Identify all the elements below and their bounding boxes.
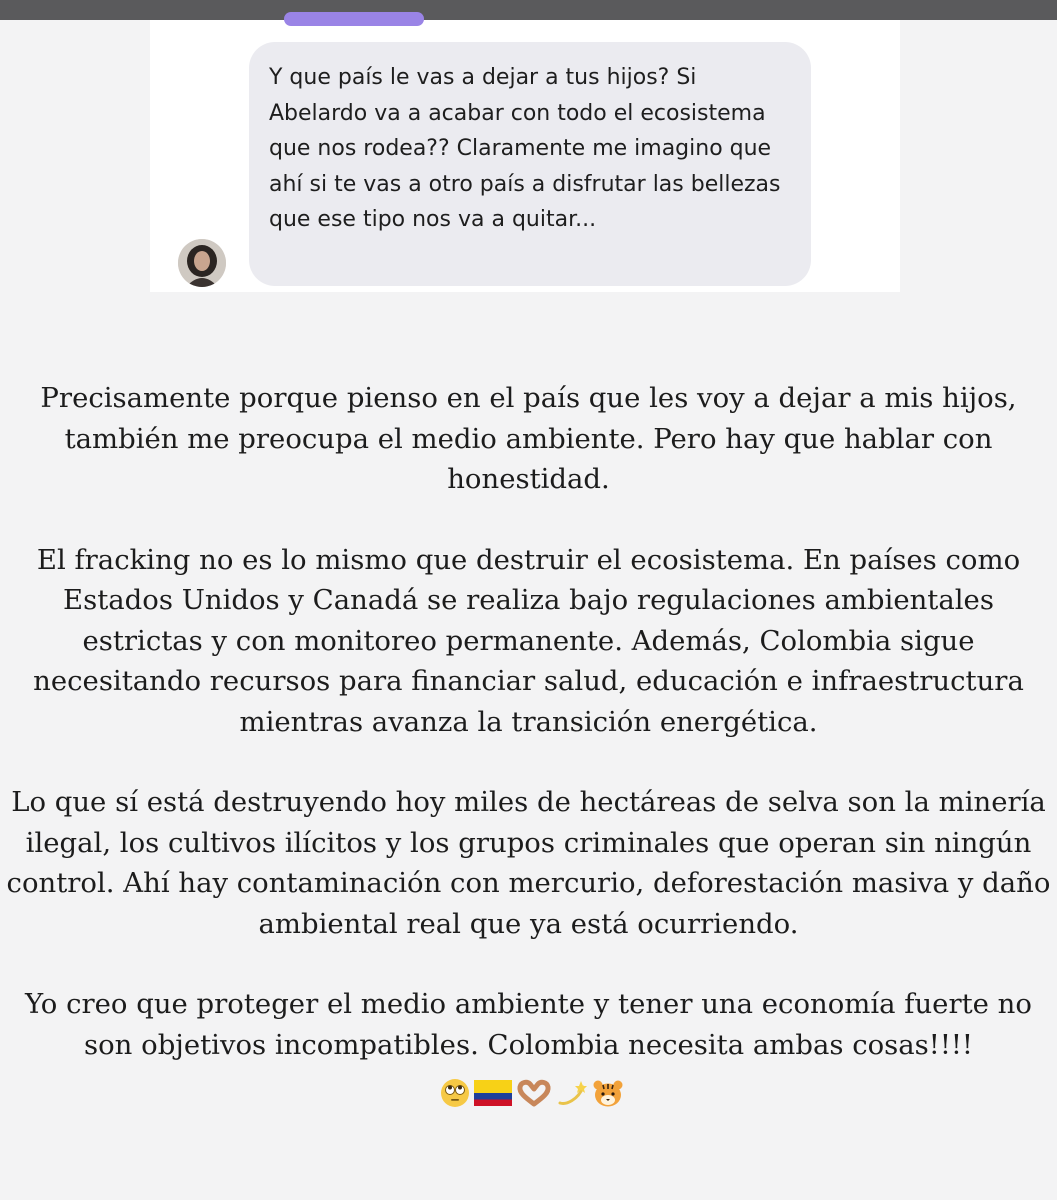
response-paragraph-2: El fracking no es lo mismo que destruir el ecosistema. En países como Estados Unidos y Canadá se realiza bajo regulaciones ambientales estrictas y con monitoreo permanente. Además, Colombia sigue necesitando recursos para financiar salud, educación e infraestructura mientras avanza la transición energética.	[33, 543, 1024, 738]
colombia-flag-emoji-icon	[474, 1080, 512, 1106]
previous-message-bubble	[284, 12, 424, 26]
avatar[interactable]	[178, 239, 226, 287]
top-status-bar	[0, 0, 1057, 20]
dm-screenshot-card	[150, 20, 900, 292]
message-text: Y que país le vas a dejar a tus hijos? Si Abelardo va a acabar con todo el ecosistema que nos rodea?? Claramente me imagino que ahí si te vas a otro país a disfrutar las bellezas que ese tipo nos va a quitar...	[269, 65, 781, 232]
user-avatar-icon	[178, 239, 226, 287]
dizzy-emoji-icon	[556, 1078, 588, 1108]
tiger-emoji-icon	[592, 1078, 624, 1108]
emoji-row	[436, 1071, 624, 1112]
response-paragraph-1: Precisamente porque pienso en el país que les voy a dejar a mis hijos, también me preocupa el medio ambiente. Pero hay que hablar con honestidad.	[40, 382, 1017, 495]
response-paragraph-3: Lo que sí está destruyendo hoy miles de hectáreas de selva son la minería ilegal, los cultivos ilícitos y los grupos criminales que operan sin ningún control. Ahí hay contaminación con mercurio, deforestación masiva y daño ambiental real que ya está ocurriendo.	[6, 786, 1051, 940]
heart-hands-emoji-icon	[516, 1078, 552, 1108]
response-text-block	[0, 378, 1057, 1112]
eye-roll-emoji-icon	[440, 1078, 470, 1108]
response-paragraph-4-text: Yo creo que proteger el medio ambiente y tener una economía fuerte no son objetivos incompatibles. Colombia necesita ambas cosas!!!!	[25, 988, 1032, 1061]
response-paragraph-4	[0, 984, 1057, 1112]
message-bubble	[249, 42, 811, 286]
